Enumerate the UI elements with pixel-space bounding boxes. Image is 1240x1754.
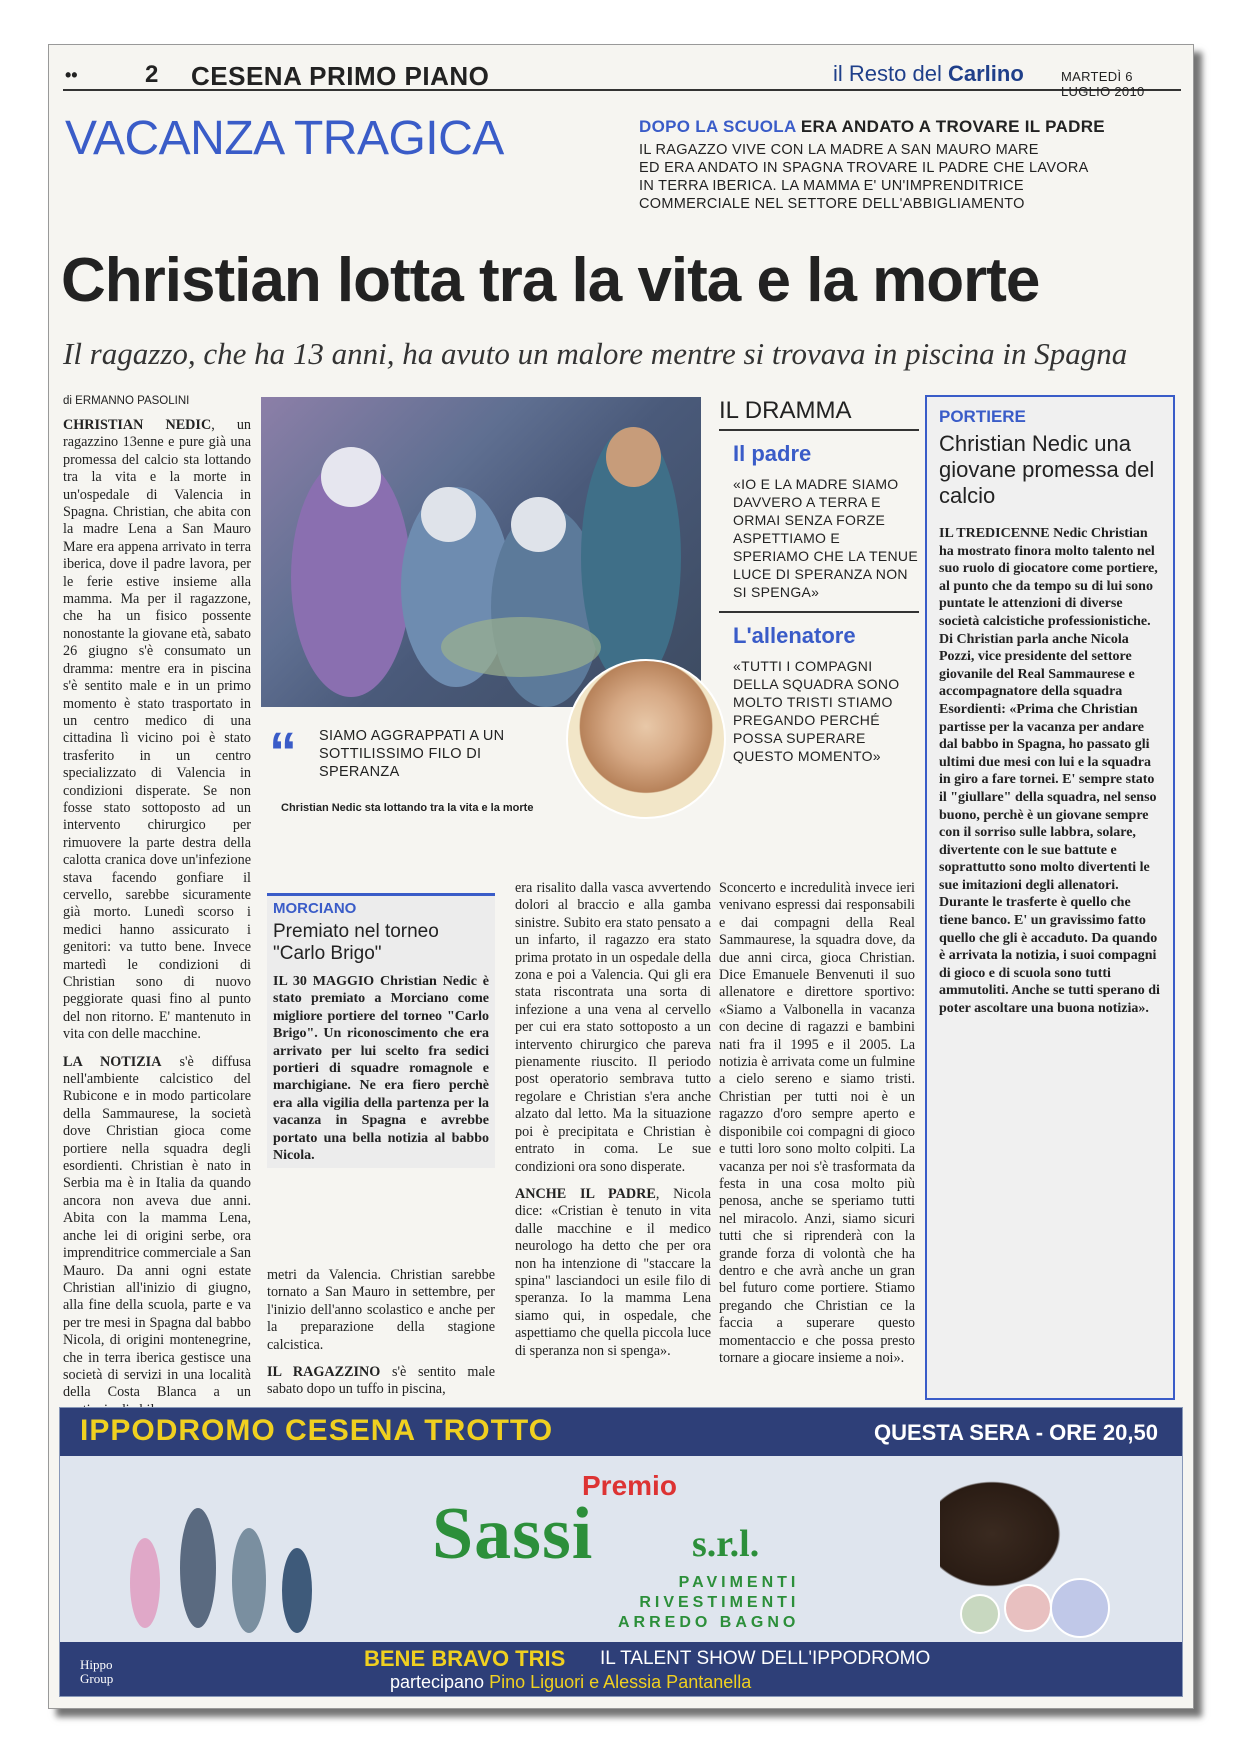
- dramma-heading: IL DRAMMA: [719, 397, 919, 431]
- paragraph-lead: ANCHE IL PADRE: [515, 1185, 656, 1202]
- kicker: VACANZA TRAGICA: [65, 112, 504, 165]
- article-column-4: [719, 880, 915, 1369]
- paragraph-lead: IL RAGAZZINO: [267, 1364, 381, 1381]
- dancer-figure: [282, 1548, 312, 1633]
- issue-date: MARTEDÌ 6 LUGLIO 2010: [1061, 69, 1145, 99]
- sassi-srl: s.r.l.: [692, 1523, 760, 1565]
- deck-title: [639, 117, 1105, 137]
- lottery-ball-icon: [960, 1594, 1000, 1634]
- padre-quote: «IO E LA MADRE SIAMO DAVVERO A TERRA E ORMAI SENZA FORZE ASPETTIAMO E SPERIAMO CHE LA TENUE LUCE DI SPERANZA NON SI SPENGA»: [733, 476, 918, 600]
- portiere-sidebar: [925, 395, 1175, 1400]
- article-column-2: [267, 1267, 495, 1401]
- deck-line: COMMERCIALE NEL SETTORE DELL'ABBIGLIAMENTO: [639, 196, 1025, 212]
- group-word: Group: [80, 1671, 114, 1686]
- paragraph-text: , Nicola dice: «Cristian è tenuto in vita dalle macchine e il medico neurologo ha detto che per ora non ha intenzione di "staccare la spina" lasciandoci un esile filo di speranza. Io la mamma Lena siamo qui, in ospedale, che aspettiamo che quella piccola luce di speranza non si spenga».: [515, 1185, 711, 1359]
- paragraph-text: s'è sentito male sabato dopo un tuffo in piscina,: [267, 1364, 496, 1398]
- ad-top-bar: [60, 1408, 1182, 1456]
- headline: Christian lotta tra la vita e la morte: [61, 246, 1040, 315]
- article-column-1: [63, 417, 251, 1421]
- deck-line: IN TERRA IBERICA. LA MAMMA E' UN'IMPRENDITRICE: [639, 178, 1024, 194]
- dramma-box: [719, 397, 919, 765]
- lottery-ball-icon: [1050, 1578, 1110, 1638]
- photo-caption: Christian Nedic sta lottando tra la vita e la morte: [281, 802, 534, 814]
- sidebar-lead: IL TREDICENNE: [939, 526, 1050, 541]
- paragraph: [63, 417, 251, 1044]
- quote-mark-icon: “: [269, 720, 297, 783]
- page-header: [63, 57, 1181, 99]
- dancer-figure: [180, 1508, 216, 1628]
- allenatore-quote: «TUTTI I COMPAGNI DELLA SQUADRA SONO MOLTO TRISTI STIAMO PREGANDO PERCHÉ POSSA SUPERARE QUESTO MOMENTO»: [733, 658, 900, 764]
- morciano-text: [273, 973, 489, 1164]
- logo-part-1: il Resto: [833, 61, 913, 86]
- sassi-logo: Sassi: [432, 1493, 594, 1575]
- header-dots: ••: [65, 65, 78, 85]
- padre-title: Il padre: [733, 441, 812, 466]
- subheadline: Il ragazzo, che ha 13 anni, ha avuto un malore mentre si trovava in piscina in Spagna: [63, 336, 1128, 371]
- dancer-figure: [232, 1528, 266, 1633]
- pull-quote: SIAMO AGGRAPPATI A UN SOTTILISSIMO FILO DI SPERANZA: [319, 728, 505, 780]
- morciano-lead: IL 30 MAGGIO: [273, 974, 375, 989]
- ad-time: QUESTA SERA - ORE 20,50: [873, 1420, 1158, 1445]
- paragraph-lead: LA NOTIZIA: [63, 1053, 162, 1070]
- service-line: PAVIMENTI: [678, 1574, 800, 1591]
- ad-premio: Premio: [582, 1470, 677, 1501]
- ad-title: IPPODROMO CESENA TROTTO: [80, 1414, 554, 1447]
- photo-block: [261, 397, 701, 867]
- allenatore-title: L'allenatore: [733, 623, 856, 648]
- ad-bottom-bar: [60, 1642, 1182, 1697]
- paragraph: [63, 1054, 251, 1420]
- paragraph: [267, 1364, 495, 1399]
- paragraph: metri da Valencia. Christian sarebbe tornato a San Mauro in settembre, per l'inizio dell'anno scolastico e anche per la preparazione della stagione calcistica.: [267, 1267, 495, 1353]
- lottery-ball-icon: [1004, 1584, 1052, 1632]
- sidebar-title: Christian Nedic una giovane promessa del calcio: [939, 431, 1155, 508]
- hippo-word: Hippo: [80, 1657, 113, 1672]
- deck-line: IL RAGAZZO VIVE CON LA MADRE A SAN MAURO MARE: [639, 142, 1039, 158]
- ad-bene-bravo-tris: BENE BRAVO TRIS: [364, 1646, 566, 1671]
- horse-image: [940, 1474, 1070, 1594]
- hippo-group-logo: [80, 1658, 113, 1686]
- paragraph: era risalito dalla vasca avvertendo dolori al braccio e alla gamba sinistre. Subito era stato pensato a un infarto, il ragazzo era stato prima protato in un ospedale della zona e poi a Valencia. Qui gli era stata riscontrata una sorta di infezione a una vena al cervello per cui era stato sottoposto a un intervento chirurgico che pareva pienamente riuscito. Il periodo post operatorio sembrava tutto regolare e Christian s'era anche alzato dal letto. Ma la situazione poi è precipitata e Christian è entrato in coma. Le sue condizioni ora sono disperate.: [515, 880, 711, 1175]
- ad-partecipano-label: partecipano: [390, 1672, 490, 1692]
- portrait-photo: [566, 659, 726, 819]
- newspaper-page: [48, 44, 1194, 1709]
- morciano-label: MORCIANO: [273, 900, 357, 917]
- newspaper-logo: [833, 61, 1024, 87]
- sidebar-text: [939, 525, 1161, 1018]
- paragraph-text: s'è diffusa nell'ambiente calcistico del Rubicone e in modo particolare della Sammaurese, la società dove Christian gioca come portiere nella squadra degli esordienti. Christian è nato in Serbia ma è in Italia da quando ancora non aveva due anni. Abita con la mamma Lena, anche lei di origini serbe, ora imprenditrice commerciale a San Mauro. Da anni ogni estate Christian all'inizio di giugno, alla fine della scuola, parte e va per tre mesi in Spagna dal babbo Nicola, di origini montenegrine, che in terra iberica gestisce una società di servizi in una località della Costa Blanca a un: [63, 1053, 252, 1401]
- page-number: 2: [145, 61, 159, 88]
- ippodromo-advertisement: [59, 1407, 1183, 1697]
- ad-talent-show: IL TALENT SHOW DELL'IPPODROMO: [600, 1648, 931, 1669]
- logo-part-2: del: [912, 61, 948, 86]
- paragraph: Sconcerto e incredulità invece ieri venivano espressi dai responsabili e dai compagni della Real Sammaurese, la squadra dove, da due anni circa, gioca Christian. Dice Emanuele Benvenuti il suo allenatore e direttore sportivo: «Siamo a Valbonella in vacanza con decine di ragazzi e bambini nati fra il 1995 e il 2005. La notizia è arrivata come un fulmine a cielo sereno e siamo tristi. Christian per tutti noi è un ragazzo d'oro sempre aperto e disponibile coi compagni di gioco e tutti loro sono molto colpiti. La vacanza per noi s'è trasformata da festa in una cosa molto più penosa, anche se speriamo tutti nel miracolo. Anzi, siamo sicuri tutti che si riprenderà con la grande forza di volontà che ha dentro e che avrà anche un gran bel futuro come portiere. Stiamo pregando che Christian ce la faccia a superare questo momentaccio e che possa presto tornare a giocare insieme a noi».: [719, 880, 915, 1366]
- ad-participants: Pino Liguori e Alessia Pantanella: [489, 1672, 752, 1692]
- sidebar-label: PORTIERE: [939, 407, 1026, 426]
- service-line: RIVESTIMENTI: [639, 1594, 800, 1611]
- paragraph-lead: CHRISTIAN NEDIC: [63, 417, 212, 433]
- deck-title-rest: ERA ANDATO A TROVARE IL PADRE: [795, 117, 1105, 136]
- service-line: ARREDO BAGNO: [618, 1614, 800, 1631]
- deck-body: [639, 141, 1159, 213]
- byline: di ERMANNO PASOLINI: [63, 395, 190, 407]
- morciano-box-inner: [267, 893, 495, 1168]
- paragraph-text: , un ragazzino 13enne e pure già una promessa del calcio sta lottando tra la vita e la morte in un'ospedale di Valencia in Spagna. Christian, che abita con la madre Lena a San Mauro Mare era appena arrivato in terra iberica, dove il padre lavora, per le ferie estive insieme alla mamma. Ma per il ragazzone, che ha un fisico possente nonostante la giovane età, sabato 26 giugno s'è consumato un dramma: mentre era in piscina s'è sentito male e in un primo momento è stato trasportato in un centro medico di una cittadina lì vicino poi è stato trasferito in un centro specializzato di Valencia in condizioni disperate. Se non fosse stato sottoposto ad un intervento chirurgico per rimuovere la parte destra della calotta cranica dove un'infezione stava facendo gonfiare il cervello, sarebbe sicuramente già morto. Lunedì scorso i medici hanno assicurato i genitori: va tutto bene. Invece martedì le condizioni di Christian sono di nuovo peggiorate quasi fino al punto del non ritorno. E' mantenuto in vita con delle macchine.: [63, 417, 251, 1043]
- dancer-figure: [130, 1538, 160, 1628]
- logo-part-3: Carlino: [947, 61, 1024, 86]
- article-column-3: [515, 880, 711, 1362]
- deck-line: ED ERA ANDATO IN SPAGNA TROVARE IL PADRE CHE LAVORA: [639, 160, 1089, 176]
- morciano-body: Christian Nedic è stato premiato a Morciano come migliore portiere del torneo "Carlo Brigo". Un riconoscimento che era arrivato per lui scelto fra sedici portieri di squadre romagnole e marchigiane. Ne era fiero perchè era alla vigilia della partenza per la vacanza in Spagna e avrebbe portato una bella notizia al babbo Nicola.: [273, 974, 489, 1164]
- sassi-services: [618, 1573, 799, 1633]
- section-title: CESENA PRIMO PIANO: [191, 61, 490, 91]
- ad-partecipano: [390, 1672, 751, 1693]
- deck-title-accent: DOPO LA SCUOLA: [639, 117, 796, 136]
- morciano-box: [267, 893, 495, 1168]
- divider: [719, 611, 919, 613]
- paragraph: [515, 1186, 711, 1360]
- sidebar-body: Nedic Christian ha mostrato finora molto talento nel suo ruolo di giocatore come portiere, al punto che da tempo su di lui sono puntate le attenzioni di diverse società calcistiche professionistiche. Di Christian parla anche Nicola Pozzi, vice presidente del settore giovanile del Real Sammaurese e accompagnatore della squadra Esordienti: «Prima che Christian partisse per la vacanza per andare dal babbo in Spagna, ho passato gli ultimi due mesi con lui e la squadra in giro a fare tornei. E' sempre stato il "giullare" della squadra, nel senso buono, perchè è un giovane sempre con il sorriso sulle labbra, solare, divertente con le sue battute e soprattutto sono molto divertenti le sue imitazioni degli allenatori. Durante le trasferte è quello che tiene banco. E' un gravissimo fatto quello che gli è accaduto. Da quando è arrivata la notizia, i suoi compagni di gioco e di scuola sono tutti ammutoliti. Anche se tutti sperano di poter ascoltare una buona notizia».: [939, 526, 1160, 1017]
- morciano-title: Premiato nel torneo "Carlo Brigo": [273, 921, 439, 964]
